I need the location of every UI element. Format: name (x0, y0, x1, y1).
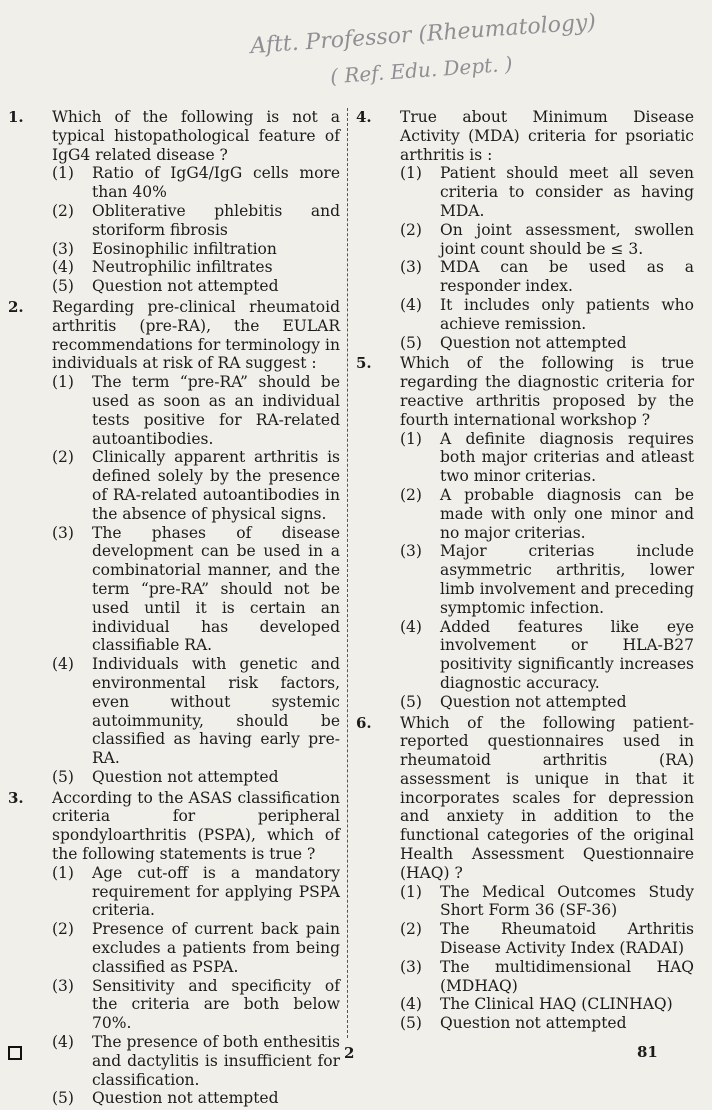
question-5 (356, 354, 694, 711)
option (400, 693, 694, 712)
option (400, 430, 694, 486)
handwritten-note-line1: Aftt. Professor (Rheumatology) (249, 9, 597, 60)
question-text: Which of the following is true regarding the diagnostic criteria for reactive arthritis proposed by the fourth international workshop ? (400, 354, 694, 429)
option-number: (4) (400, 617, 422, 636)
option-number: (1) (400, 882, 422, 901)
question-text: Regarding pre-clinical rheumatoid arthritis (pre-RA), the EULAR recommendations for terminology in individuals at risk of RA suggest : (52, 297, 340, 373)
option (400, 995, 694, 1014)
option-text: The Rheumatoid Arthritis Disease Activity Index (RADAI) (440, 920, 694, 958)
question-number: 6. (356, 713, 372, 732)
left-column (8, 108, 340, 1110)
option-number: (3) (400, 542, 422, 561)
option-number: (1) (52, 863, 74, 882)
option (52, 1033, 340, 1089)
option-number: (2) (52, 920, 74, 939)
option-number: (4) (52, 1033, 74, 1052)
option-text: Sensitivity and specificity of the criteria are both below 70%. (92, 976, 340, 1033)
option-text: The multidimensional HAQ (MDHAQ) (440, 957, 694, 995)
option-number: (3) (52, 523, 74, 542)
option-number: (2) (52, 201, 74, 220)
option (400, 164, 694, 220)
question-number: 5. (356, 354, 372, 373)
option (400, 221, 694, 259)
option-text: Eosinophilic infiltration (92, 239, 277, 258)
option-number: (1) (400, 164, 422, 183)
option (52, 524, 340, 656)
option-number: (4) (400, 295, 422, 314)
option (52, 655, 340, 768)
option-text: Individuals with genetic and environmental risk factors, even without systemic autoimmunity, should be classified as having early pre-RA. (92, 655, 340, 768)
option-number: (2) (52, 448, 74, 467)
option-number: (1) (52, 164, 74, 183)
option-number: (1) (52, 373, 74, 392)
option-text: Presence of current back pain excludes a patients from being classified as PSPA. (92, 920, 340, 976)
option-number: (3) (400, 957, 422, 976)
option-text: The Medical Outcomes Study Short Form 36 (SF-36) (440, 882, 694, 920)
question-text: True about Minimum Disease Activity (MDA) criteria for psoriatic arthritis is : (400, 108, 694, 164)
option (400, 486, 694, 542)
option-text: MDA can be used as a responder index. (440, 258, 694, 296)
option-text: It includes only patients who achieve remission. (440, 295, 694, 333)
option (400, 920, 694, 958)
question-number: 2. (8, 297, 24, 316)
question-text: Which of the following is not a typical histopathological feature of IgG4 related disease ? (52, 108, 340, 164)
option-text: A definite diagnosis requires both major criterias and atleast two minor criterias. (440, 429, 694, 486)
option (400, 258, 694, 296)
option (400, 334, 694, 353)
question-6 (356, 714, 694, 1034)
question-text: Which of the following patient-reported questionnaires used in rheumatoid arthritis (RA) assessment is unique in that it incorporates scales for depression and anxiety in addition to the functional categories of the original Health Assessment Questionnaire (HAQ) ? (400, 713, 694, 882)
option-number: (5) (52, 767, 74, 786)
option-number: (4) (52, 258, 74, 277)
option-number: (5) (400, 333, 422, 352)
option-text: Patient should meet all seven criteria to consider as having MDA. (440, 164, 694, 220)
option-number: (3) (400, 258, 422, 277)
option-text: The Clinical HAQ (CLINHAQ) (440, 995, 673, 1014)
option-text: Question not attempted (92, 277, 279, 296)
page-number: 2 (344, 1044, 355, 1062)
option-number: (3) (52, 239, 74, 258)
option-number: (2) (400, 220, 422, 239)
option (52, 277, 340, 296)
option-text: The term “pre-RA” should be used as soon as an individual tests positive for RA-related autoantibodies. (92, 373, 340, 448)
option-text: The phases of disease development can be used in a combinatorial manner, and the term “pre-RA” should not be used until it is certain an individual has developed classifiable RA. (92, 523, 340, 655)
option-text: Age cut-off is a mandatory requirement for applying PSPA criteria. (92, 863, 340, 920)
option (400, 618, 694, 693)
option-text: Question not attempted (92, 767, 279, 786)
option-text: Question not attempted (440, 692, 627, 711)
option (52, 920, 340, 976)
option-number: (5) (52, 277, 74, 296)
option (52, 977, 340, 1033)
option (52, 240, 340, 259)
option-number: (3) (52, 976, 74, 995)
option-text: Added features like eye involvement or HLA-B27 positivity significantly increases diagnostic accuracy. (440, 617, 694, 692)
footer-square-icon (8, 1046, 22, 1060)
question-text: According to the ASAS classification criteria for peripheral spondyloarthritis (PSPA), which of the following statements is true ? (52, 788, 340, 864)
option (400, 958, 694, 996)
question-3 (8, 789, 340, 1109)
option-text: Question not attempted (440, 333, 627, 352)
option-number: (4) (400, 995, 422, 1014)
option (400, 542, 694, 617)
handwritten-note-line2: ( Ref. Edu. Dept. ) (329, 51, 514, 89)
question-1 (8, 108, 340, 296)
option-number: (5) (400, 692, 422, 711)
option-text: Question not attempted (440, 1014, 627, 1033)
option-text: Question not attempted (92, 1089, 279, 1108)
option (400, 296, 694, 334)
option (52, 164, 340, 202)
option (52, 1089, 340, 1108)
option-text: The presence of both enthesitis and dactylitis is insufficient for classification. (92, 1033, 340, 1089)
option-number: (5) (52, 1089, 74, 1108)
option (400, 883, 694, 921)
question-number: 4. (356, 108, 372, 126)
option-text: Neutrophilic infiltrates (92, 258, 273, 277)
question-2 (8, 298, 340, 787)
right-column (356, 108, 694, 1035)
booklet-code: 81 (637, 1043, 658, 1061)
option (52, 258, 340, 277)
option (52, 373, 340, 448)
option-text: Ratio of IgG4/IgG cells more than 40% (92, 164, 340, 202)
option-number: (2) (400, 485, 422, 504)
question-number: 1. (8, 108, 24, 126)
option-number: (1) (400, 429, 422, 448)
option-text: A probable diagnosis can be made with only one minor and no major criterias. (440, 485, 694, 542)
option-number: (5) (400, 1014, 422, 1033)
option-number: (2) (400, 920, 422, 939)
option (52, 768, 340, 787)
column-divider (347, 108, 348, 1038)
option (400, 1014, 694, 1033)
option-text: Major criterias include asymmetric arthritis, lower limb involvement and preceding symptomic infection. (440, 542, 694, 617)
option-number: (4) (52, 655, 74, 674)
option (52, 864, 340, 920)
question-4 (356, 108, 694, 352)
option (52, 202, 340, 240)
option-text: Obliterative phlebitis and storiform fibrosis (92, 201, 340, 239)
option-text: On joint assessment, swollen joint count should be ≤ 3. (440, 220, 694, 258)
option-text: Clinically apparent arthritis is defined solely by the presence of RA-related autoantibodies in the absence of physical signs. (92, 448, 340, 523)
option (52, 448, 340, 523)
question-number: 3. (8, 788, 24, 807)
